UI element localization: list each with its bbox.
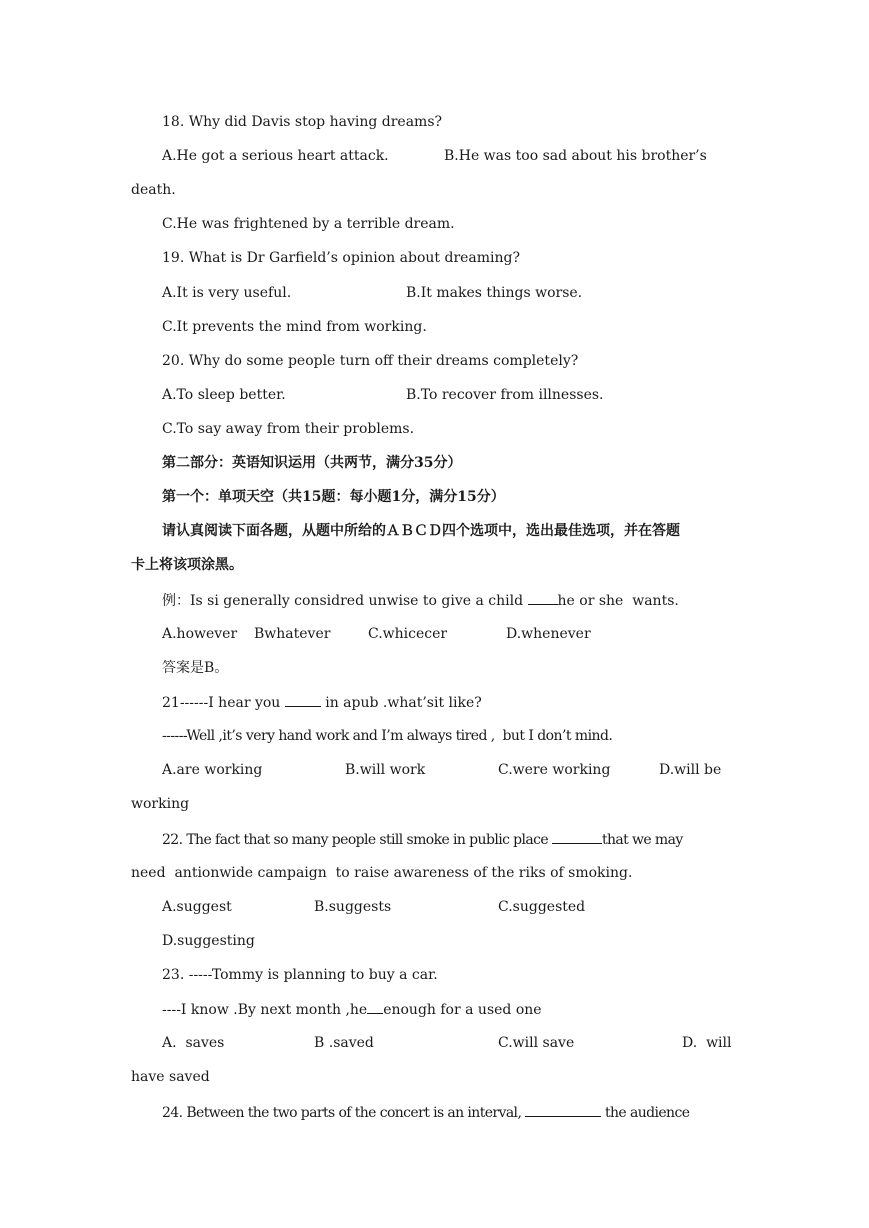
answer-blank [285, 693, 321, 707]
q22-option-a: A.suggest [162, 899, 232, 915]
q22-text: 22. The fact that so many people still smoke in public place [162, 832, 552, 848]
q20-stem: 20. Why do some people turn off their dreams completely? [162, 353, 579, 369]
example-option-b: Bwhatever [254, 626, 331, 642]
q24-text-end: the audience [601, 1105, 690, 1121]
q21-option-b: B.will work [345, 762, 426, 778]
q21-option-d: D.will be [659, 762, 722, 778]
q21-line-2: ------Well ,it’s very hand work and I’m always tired , but I don’t mind. [162, 728, 613, 744]
q22-option-d: D.suggesting [162, 933, 255, 949]
section-heading: 第二部分：英语知识运用（共两节，满分35分） [162, 455, 462, 471]
answer-blank [528, 591, 558, 605]
q20-option-c: C.To say away from their problems. [162, 421, 415, 437]
example-stem-text-end: he or she wants. [557, 593, 679, 609]
example-option-c: C.whicecer [368, 626, 448, 642]
q24-line-1 [162, 1103, 689, 1122]
answer-blank [367, 1000, 383, 1014]
q22-text-end: that we may [601, 832, 683, 848]
q23-line-1: 23. -----Tommy is planning to buy a car. [162, 967, 438, 983]
q23-option-b: B .saved [314, 1035, 374, 1051]
q19-option-c: C.It prevents the mind from working. [162, 319, 427, 335]
instructions-line-1: 请认真阅读下面各题，从题中所给的ＡＢＣＤ四个选项中，选出最佳选项，并在答题 [162, 523, 680, 539]
answer-blank [525, 1103, 601, 1117]
subsection-heading: 第一个：单项天空（共15题：每小题1分，满分15分） [162, 489, 505, 505]
q22-option-b: B.suggests [314, 899, 392, 915]
q19-stem: 19. What is Dr Garfield’s opinion about dreaming? [162, 250, 521, 266]
q18-stem: 18. Why did Davis stop having dreams? [162, 114, 443, 130]
q21-option-c: C.were working [498, 762, 611, 778]
q20-option-b: B.To recover from illnesses. [406, 387, 604, 403]
q23-option-d-continued: have saved [131, 1069, 210, 1085]
q21-text: 21------I hear you [162, 695, 285, 711]
q23-text: ----I know .By next month ,he [162, 1002, 368, 1018]
q21-option-d-continued: working [131, 796, 190, 812]
q24-text: 24. Between the two parts of the concert is an interval, [162, 1105, 526, 1121]
q18-option-b: B.He was too sad about his brother’s [444, 148, 707, 164]
answer-blank [552, 830, 602, 844]
q19-option-a: A.It is very useful. [162, 285, 292, 301]
example-answer: 答案是B。 [162, 660, 229, 676]
q23-option-d: D. will [682, 1035, 732, 1051]
q23-text-end: enough for a used one [383, 1002, 542, 1018]
q21-option-a: A.are working [162, 762, 263, 778]
example-stem [162, 591, 679, 610]
instructions-line-2: 卡上将该项涂黑。 [131, 557, 243, 573]
q21-line-1 [162, 693, 482, 712]
q22-line-2: need antionwide campaign to raise awareness of the riks of smoking. [131, 865, 633, 881]
q18-option-a: A.He got a serious heart attack. [162, 148, 389, 164]
q22-option-c: C.suggested [498, 899, 586, 915]
q23-option-a: A. saves [162, 1035, 225, 1051]
q23-line-2 [162, 1000, 542, 1019]
q23-option-c: C.will save [498, 1035, 575, 1051]
example-option-d: D.whenever [506, 626, 591, 642]
example-stem-text: 例：Is si generally considred unwise to give a child [162, 593, 528, 609]
example-option-a: A.however [162, 626, 238, 642]
q22-line-1 [162, 830, 683, 849]
q19-option-b: B.It makes things worse. [406, 285, 583, 301]
q21-text-end: in apub .what’sit like? [320, 695, 482, 711]
q18-option-b-continued: death. [131, 182, 176, 198]
q18-option-c: C.He was frightened by a terrible dream. [162, 216, 455, 232]
q20-option-a: A.To sleep better. [162, 387, 286, 403]
